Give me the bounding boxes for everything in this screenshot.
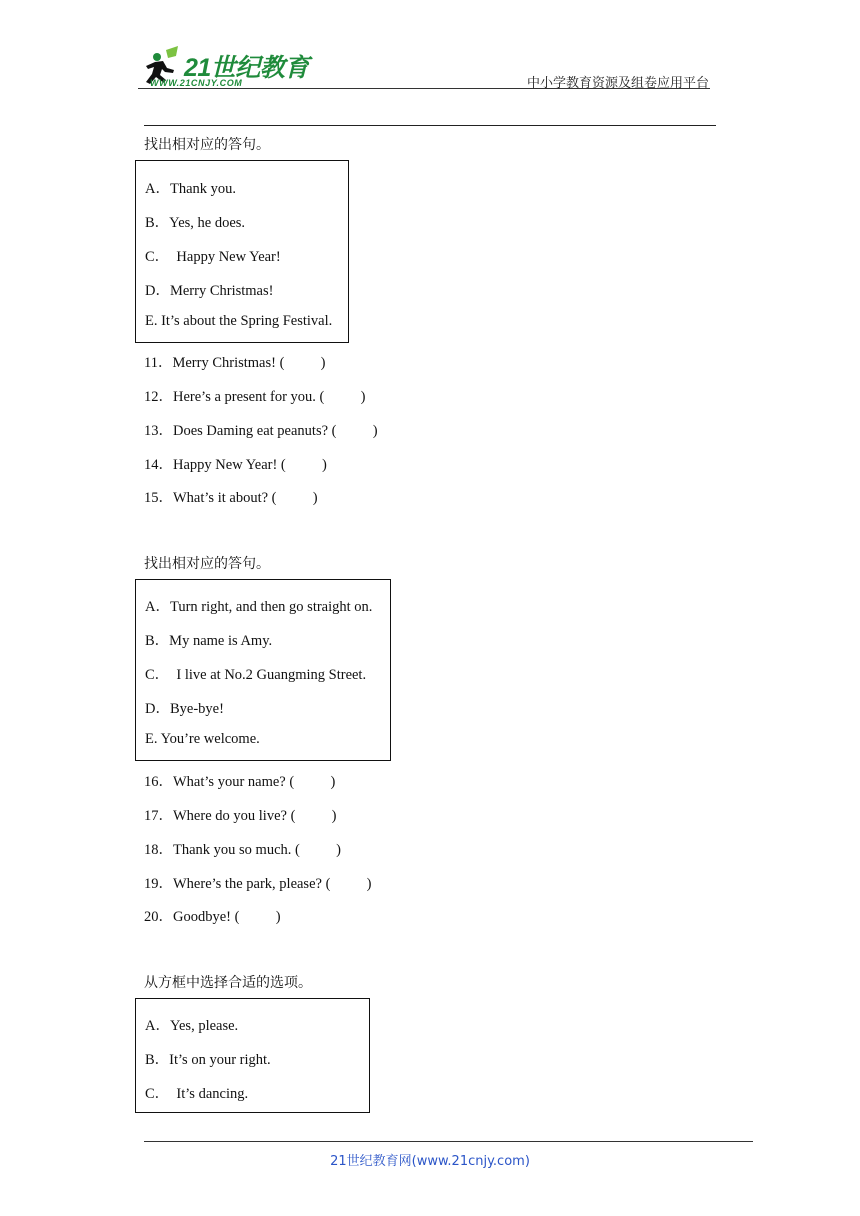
question-18: 18．Thank you so much. ( ) bbox=[144, 842, 341, 858]
section-2-option-box bbox=[135, 579, 391, 761]
question-20: 20．Goodbye! ( ) bbox=[144, 909, 281, 925]
section-1-option-box bbox=[135, 160, 349, 343]
question-12: 12．Here’s a present for you. ( ) bbox=[144, 389, 366, 405]
question-19: 19．Where’s the park, please? ( ) bbox=[144, 876, 372, 892]
question-16: 16．What’s your name? ( ) bbox=[144, 774, 336, 790]
logo-url: WWW.21CNJY.COM bbox=[150, 78, 243, 88]
section-1-instruction: 找出相对应的答句。 bbox=[144, 137, 270, 153]
option-b: B．My name is Amy. bbox=[145, 633, 273, 649]
content-top-divider bbox=[144, 125, 716, 126]
header-divider bbox=[138, 88, 710, 89]
option-a: A．Turn right, and then go straight on. bbox=[145, 599, 373, 615]
header-tagline: 中小学教育资源及组卷应用平台 bbox=[526, 76, 709, 91]
logo-wordmark: 21世纪教育 bbox=[184, 54, 309, 82]
section-3-instruction: 从方框中选择合适的选项。 bbox=[144, 975, 312, 991]
option-b: B．It’s on your right. bbox=[145, 1052, 271, 1068]
option-c: C． It’s dancing. bbox=[145, 1086, 249, 1102]
option-e: E. You’re welcome. bbox=[145, 731, 260, 747]
question-11: 11．Merry Christmas! ( ) bbox=[144, 355, 326, 371]
option-a: A．Yes, please. bbox=[145, 1018, 239, 1034]
section-3-option-box bbox=[135, 998, 370, 1113]
option-a: A．Thank you. bbox=[145, 181, 237, 197]
option-e: E. It’s about the Spring Festival. bbox=[145, 313, 333, 329]
question-15: 15．What’s it about? ( ) bbox=[144, 490, 318, 506]
option-d: D．Merry Christmas! bbox=[145, 283, 274, 299]
footer-link[interactable]: 21世纪教育网(www.21cnjy.com) bbox=[330, 1154, 530, 1169]
option-c: C． Happy New Year! bbox=[145, 249, 281, 265]
option-d: D．Bye-bye! bbox=[145, 701, 224, 717]
question-14: 14．Happy New Year! ( ) bbox=[144, 457, 327, 473]
site-logo bbox=[138, 44, 308, 90]
question-17: 17．Where do you live? ( ) bbox=[144, 808, 337, 824]
option-c: C． I live at No.2 Guangming Street. bbox=[145, 667, 367, 683]
option-b: B．Yes, he does. bbox=[145, 215, 246, 231]
footer-divider bbox=[144, 1141, 753, 1142]
question-13: 13．Does Daming eat peanuts? ( ) bbox=[144, 423, 378, 439]
section-2-instruction: 找出相对应的答句。 bbox=[144, 556, 270, 572]
